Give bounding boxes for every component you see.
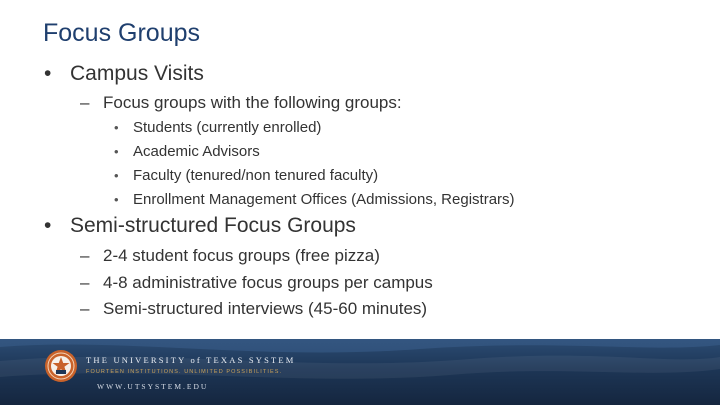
bullet-marker: •: [114, 144, 119, 159]
university-tagline: FOURTEEN INSTITUTIONS. UNLIMITED POSSIBILITIES.: [86, 369, 283, 375]
footer-band: [0, 339, 720, 405]
dash-marker: –: [80, 246, 90, 265]
bullet-campus-visits: [44, 62, 204, 86]
website-link[interactable]: WWW.UTSYSTEM.EDU: [97, 382, 209, 391]
group-item: [114, 191, 515, 208]
university-name: THE UNIVERSITY of TEXAS SYSTEM: [86, 355, 296, 365]
bullet-text: Enrollment Management Offices (Admissions, Registrars): [133, 191, 515, 208]
bullet-text: Semi-structured Focus Groups: [70, 214, 356, 237]
bullet-marker: •: [44, 214, 52, 237]
bullet-text: Focus groups with the following groups:: [103, 93, 402, 112]
bullet-text: Academic Advisors: [133, 143, 260, 160]
group-item: [114, 167, 378, 184]
sub-bullet-item: [80, 246, 380, 266]
university-seal-logo: [44, 349, 78, 383]
bullet-text: 2-4 student focus groups (free pizza): [103, 246, 380, 265]
bullet-text: 4-8 administrative focus groups per campus: [103, 273, 433, 292]
slide-title: Focus Groups: [43, 19, 201, 47]
sub-bullet-focus-groups: [80, 93, 402, 113]
group-item: [114, 143, 260, 160]
bullet-marker: •: [114, 192, 119, 207]
sub-bullet-item: [80, 299, 427, 319]
bullet-marker: •: [114, 168, 119, 183]
bullet-marker: •: [44, 62, 52, 85]
bullet-semi-structured: [44, 214, 356, 238]
footer-text-block: [86, 355, 296, 375]
dash-marker: –: [80, 273, 90, 292]
bullet-text: Students (currently enrolled): [133, 119, 322, 136]
dash-marker: –: [80, 93, 90, 112]
sub-bullet-item: [80, 273, 433, 293]
bullet-text: Campus Visits: [70, 62, 204, 85]
bullet-marker: •: [114, 120, 119, 135]
bullet-text: Faculty (tenured/non tenured faculty): [133, 167, 379, 184]
group-item: [114, 119, 321, 136]
dash-marker: –: [80, 299, 90, 318]
bullet-text: Semi-structured interviews (45-60 minutes): [103, 299, 428, 318]
